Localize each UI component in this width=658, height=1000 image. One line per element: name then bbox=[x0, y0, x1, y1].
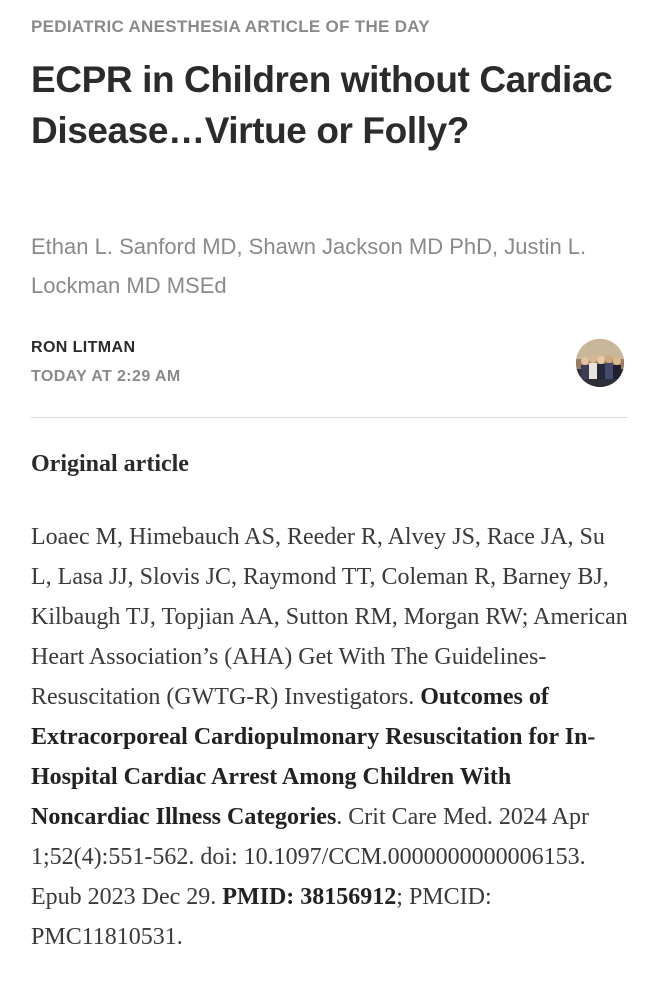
article-title: ECPR in Children without Cardiac Disease…Virtue or Folly? bbox=[31, 59, 613, 151]
section-divider bbox=[31, 417, 628, 418]
article-authors: Ethan L. Sanford MD, Shawn Jackson MD PhD, Justin L. Lockman MD MSEd bbox=[31, 234, 587, 298]
kicker-label[interactable]: PEDIATRIC ANESTHESIA ARTICLE OF THE DAY bbox=[31, 17, 430, 36]
byline-author[interactable]: RON LITMAN bbox=[31, 339, 136, 356]
citation-pmcid[interactable]: ; PMCID: PMC11810531. bbox=[31, 884, 492, 950]
author-avatar[interactable] bbox=[576, 339, 624, 387]
avatar-photo-icon bbox=[576, 339, 624, 387]
citation-pmid[interactable]: PMID: 38156912 bbox=[222, 884, 397, 910]
publish-time: TODAY AT 2:29 AM bbox=[31, 368, 181, 385]
original-article-heading: Original article bbox=[31, 451, 189, 477]
citation-title: Outcomes of Extracorporeal Cardiopulmonary Resuscitation for In-Hospital Cardiac Arrest Among Children With Noncardiac Illness Categories bbox=[31, 684, 596, 830]
citation-details: . Crit Care Med. 2024 Apr 1;52(4):551-562. doi: 10.1097/CCM.0000000000006153. Epub 2023 Dec 29. bbox=[31, 804, 589, 910]
citation-authors: Loaec M, Himebauch AS, Reeder R, Alvey JS, Race JA, Su L, Lasa JJ, Slovis JC, Raymond TT, Coleman R, Barney BJ, Kilbaugh TJ, Topjian AA, Sutton RM, Morgan RW; American Heart Association’s (AHA) Get With The Guidelines-Resuscitation (GWTG-R) Investigators. bbox=[31, 524, 628, 710]
citation-paragraph bbox=[31, 517, 631, 957]
